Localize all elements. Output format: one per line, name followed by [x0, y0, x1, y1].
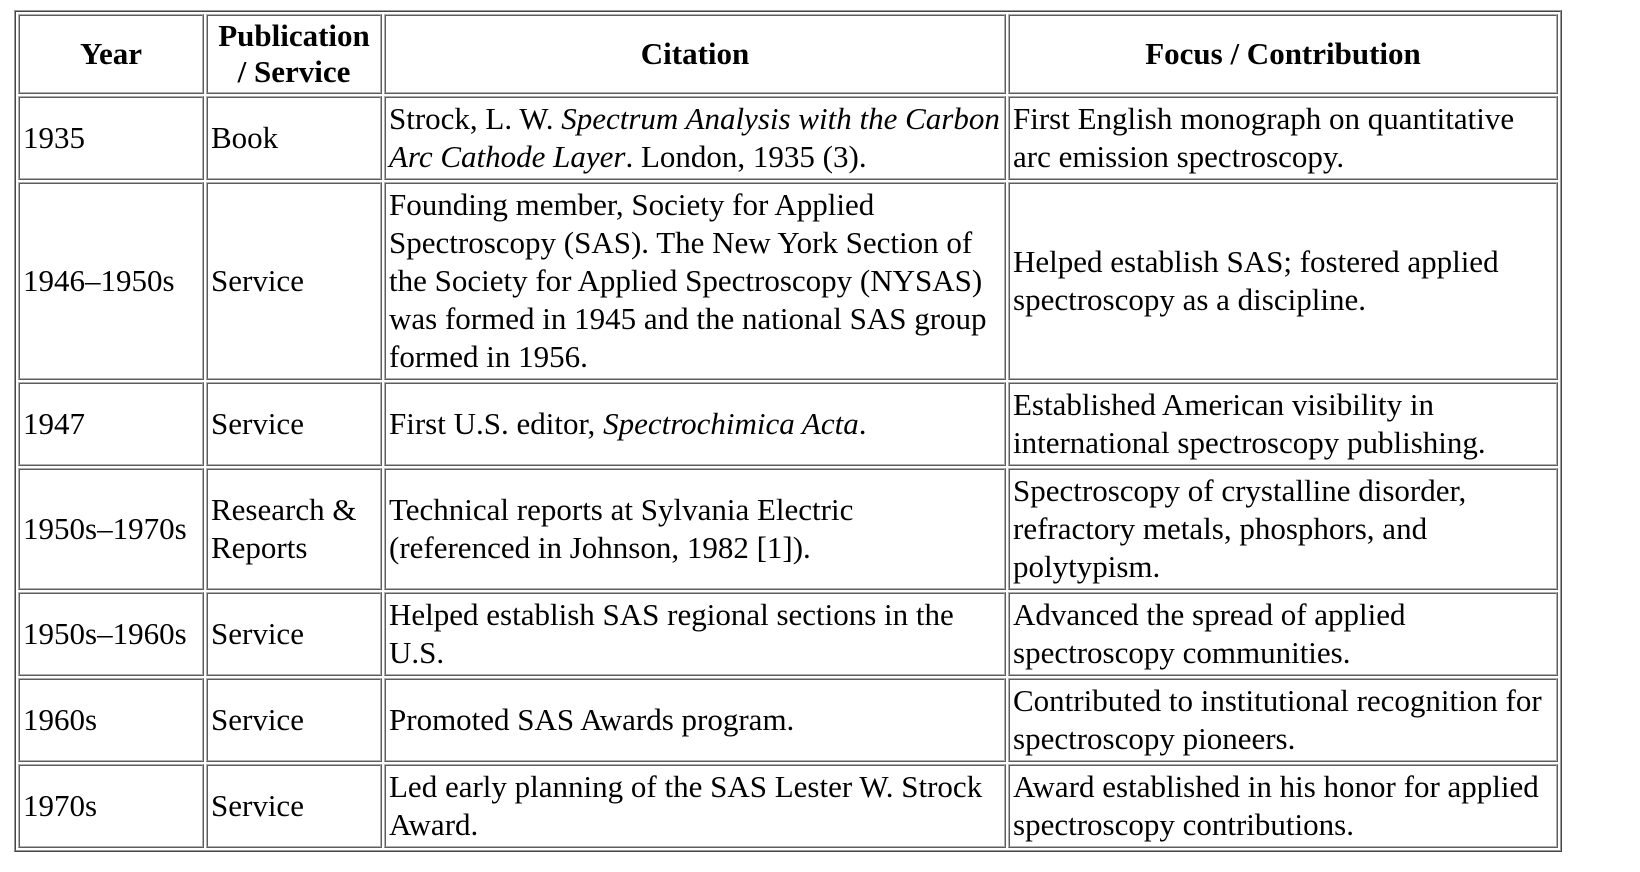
cell-citation — [384, 678, 1006, 762]
cell-citation — [384, 468, 1006, 590]
cell-focus: Contributed to institutional recognition for spectroscopy pioneers. — [1008, 678, 1558, 762]
cell-type: Service — [206, 382, 382, 466]
citation-title: Spectrochimica Acta — [603, 406, 859, 441]
table-row — [18, 764, 1558, 848]
citation-text: Technical reports at Sylvania Electric (referenced in Johnson, 1982 [1]). — [389, 492, 854, 565]
cell-focus: Award established in his honor for applied spectroscopy contributions. — [1008, 764, 1558, 848]
cell-year: 1970s — [18, 764, 204, 848]
cell-year: 1950s–1970s — [18, 468, 204, 590]
cell-type: Service — [206, 764, 382, 848]
cell-type: Service — [206, 182, 382, 380]
cell-focus: Helped establish SAS; fostered applied spectroscopy as a discipline. — [1008, 182, 1558, 380]
citation-title: Spectrum Analysis with the Carbon Arc Cathode Layer — [389, 101, 1000, 174]
cell-year: 1960s — [18, 678, 204, 762]
header-row — [18, 14, 1558, 94]
header-focus: Focus / Contribution — [1008, 14, 1558, 94]
cell-year: 1935 — [18, 96, 204, 180]
header-citation: Citation — [384, 14, 1006, 94]
cell-type: Service — [206, 678, 382, 762]
citation-text: Founding member, Society for Applied Spectroscopy (SAS). The New York Section of the Society for Applied Spectroscopy (NYSAS) was formed in 1945 and the national SAS group formed in 1956. — [389, 187, 987, 374]
cell-type: Service — [206, 592, 382, 676]
cell-focus: First English monograph on quantitative arc emission spectroscopy. — [1008, 96, 1558, 180]
cell-year: 1947 — [18, 382, 204, 466]
cell-focus: Established American visibility in international spectroscopy publishing. — [1008, 382, 1558, 466]
citation-text: Helped establish SAS regional sections in the U.S. — [389, 597, 954, 670]
table-row — [18, 182, 1558, 380]
cell-citation — [384, 382, 1006, 466]
citation-text: Led early planning of the SAS Lester W. Strock Award. — [389, 769, 983, 842]
citation-text: First U.S. editor, — [389, 406, 604, 441]
citation-text: Strock, L. W. — [389, 101, 562, 136]
citation-text: . — [858, 406, 867, 441]
citation-text: Promoted SAS Awards program. — [389, 702, 795, 737]
contributions-table — [14, 10, 1562, 852]
table-row — [18, 592, 1558, 676]
header-publication-service: Publication / Service — [206, 14, 382, 94]
cell-focus: Advanced the spread of applied spectroscopy communities. — [1008, 592, 1558, 676]
cell-citation — [384, 592, 1006, 676]
cell-citation — [384, 96, 1006, 180]
table-row — [18, 468, 1558, 590]
cell-type: Research & Reports — [206, 468, 382, 590]
table-row — [18, 678, 1558, 762]
table-wrapper — [14, 10, 1562, 852]
cell-type: Book — [206, 96, 382, 180]
cell-year: 1950s–1960s — [18, 592, 204, 676]
table-row — [18, 96, 1558, 180]
cell-citation — [384, 182, 1006, 380]
cell-year: 1946–1950s — [18, 182, 204, 380]
cell-focus: Spectroscopy of crystalline disorder, refractory metals, phosphors, and polytypism. — [1008, 468, 1558, 590]
table-row — [18, 382, 1558, 466]
cell-citation — [384, 764, 1006, 848]
header-year: Year — [18, 14, 204, 94]
citation-text: . London, 1935 (3). — [625, 139, 867, 174]
